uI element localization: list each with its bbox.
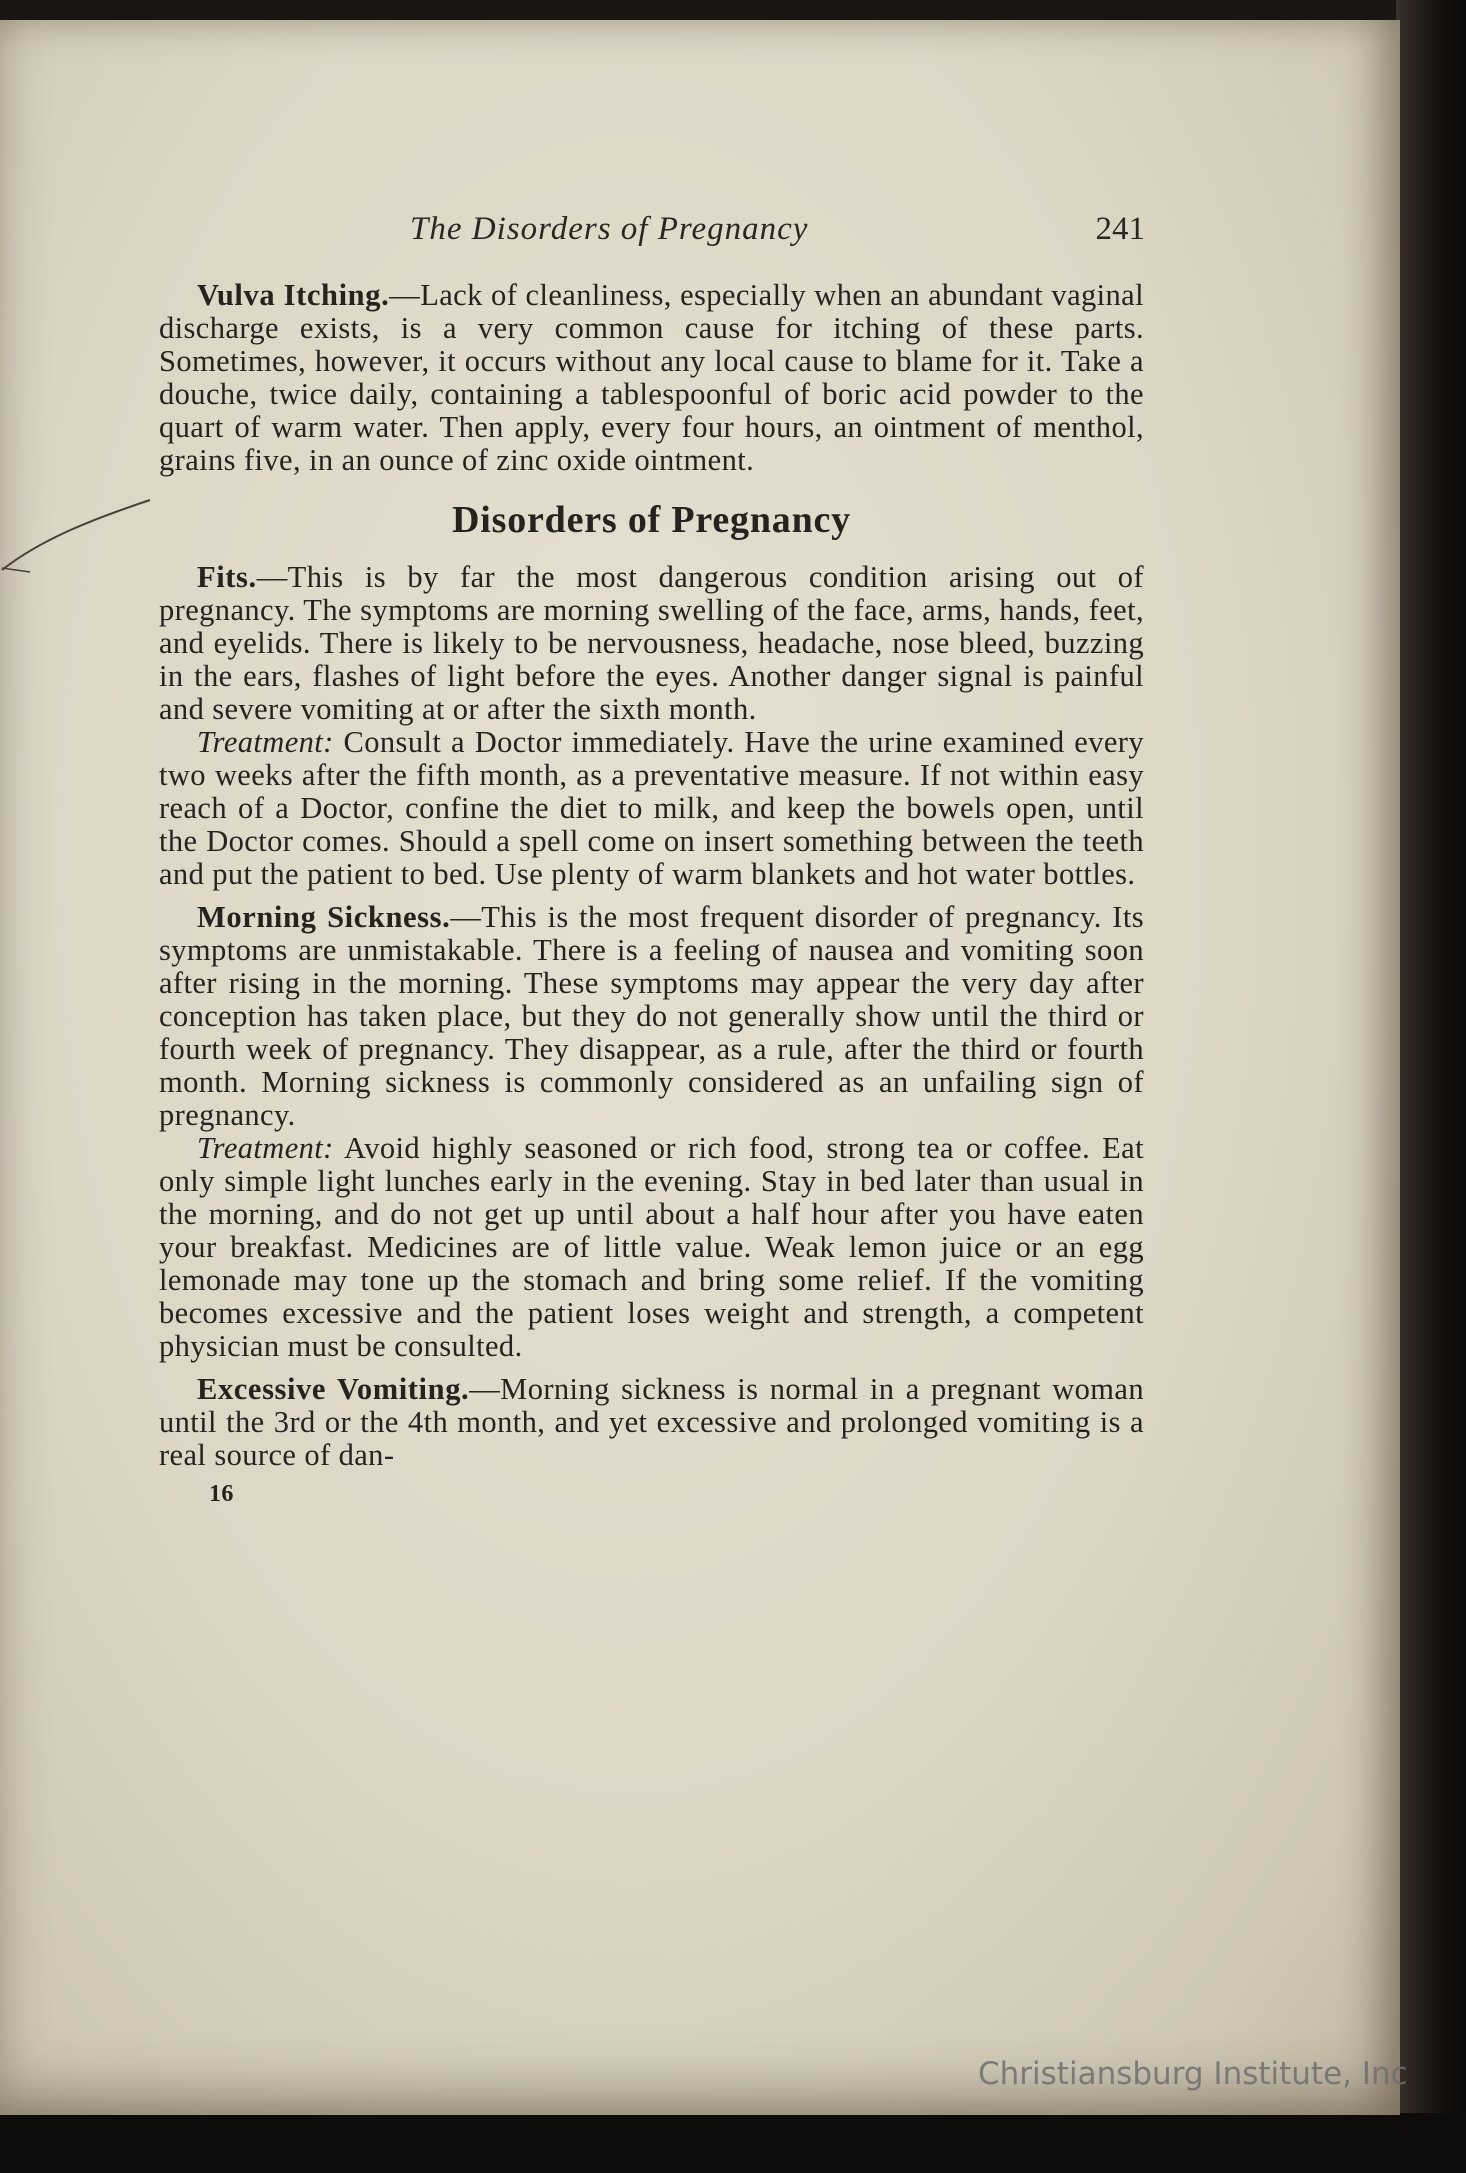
fits-treatment-paragraph xyxy=(159,726,1144,891)
excessive-vomiting-paragraph xyxy=(159,1373,1144,1472)
excessive-vomiting-term: Excessive Vomiting. xyxy=(197,1372,470,1406)
fits-text: —This is by far the most dangerous condition arising out of pregnancy. The symptoms are morning swelling of the face, arms, hands, feet, and eyelids. There is likely to be nervousness, headache, nose bleed, buzzing in the ears, flashes of light before the eyes. Another danger signal is painful and severe vomiting at or after the sixth month. xyxy=(159,560,1144,726)
running-title: The Disorders of Pregnancy xyxy=(410,211,809,247)
morning-sickness-treatment-label: Treatment: xyxy=(197,1131,334,1165)
fits-paragraph xyxy=(159,561,1144,726)
fits-treatment-label: Treatment: xyxy=(197,725,334,759)
morning-sickness-treatment-text: Avoid highly seasoned or rich food, strong tea or coffee. Eat only simple light lunches early in the evening. Stay in bed later than usual in the morning, and do not get up until about a half hour after you have eaten your breakfast. Medicines are of little value. Weak lemon juice or an egg lemonade may tone up the stomach and bring some relief. If the vomiting becomes excessive and the patient loses weight and strength, a competent physician must be consulted. xyxy=(159,1131,1144,1363)
scan-frame-right xyxy=(1396,0,1466,2173)
morning-sickness-term: Morning Sickness. xyxy=(197,900,451,934)
section-heading: Disorders of Pregnancy xyxy=(452,499,851,541)
signature-mark: 16 xyxy=(209,1481,234,1507)
morning-sickness-treatment-paragraph xyxy=(159,1132,1144,1363)
vulva-itching-paragraph xyxy=(159,279,1144,477)
vulva-itching-term: Vulva Itching. xyxy=(197,278,390,312)
scan-frame-top xyxy=(0,0,1466,22)
pencil-mark-icon xyxy=(0,470,160,580)
page-number: 241 xyxy=(1095,211,1145,247)
body-text xyxy=(159,279,1144,1508)
morning-sickness-text: —This is the most frequent disorder of pregnancy. Its symptoms are unmistakable. There is a feeling of nausea and vomiting soon after rising in the morning. These symptoms may appear the very day after conception has taken place, but they do not generally show until the third or fourth week of pregnancy. They disappear, as a rule, after the third or fourth month. Morning sickness is commonly considered as an unfailing sign of pregnancy. xyxy=(159,900,1144,1132)
morning-sickness-paragraph xyxy=(159,901,1144,1132)
fits-treatment-text: Consult a Doctor immediately. Have the urine examined every two weeks after the fifth month, as a preventative measure. If not within easy reach of a Doctor, confine the diet to milk, and keep the bowels open, until the Doctor comes. Should a spell come on insert something between the teeth and put the patient to bed. Use plenty of warm blankets and hot water bottles. xyxy=(159,725,1144,891)
running-head xyxy=(160,211,1145,259)
vulva-itching-text: —Lack of cleanliness, especially when an abundant vaginal discharge exists, is a very common cause for itching of these parts. Sometimes, however, it occurs without any local cause to blame for it. Take a douche, twice daily, containing a tablespoonful of boric acid powder to the quart of warm water. Then apply, every four hours, an ointment of menthol, grains five, in an ounce of zinc oxide ointment. xyxy=(159,278,1144,477)
scan-frame-bottom xyxy=(0,2113,1466,2173)
fits-term: Fits. xyxy=(197,560,257,594)
watermark: Christiansburg Institute, Inc xyxy=(978,2056,1408,2092)
excessive-vomiting-text: —Morning sickness is normal in a pregnant woman until the 3rd or the 4th month, and yet excessive and prolonged vomiting is a real source of dan- xyxy=(159,1372,1144,1472)
